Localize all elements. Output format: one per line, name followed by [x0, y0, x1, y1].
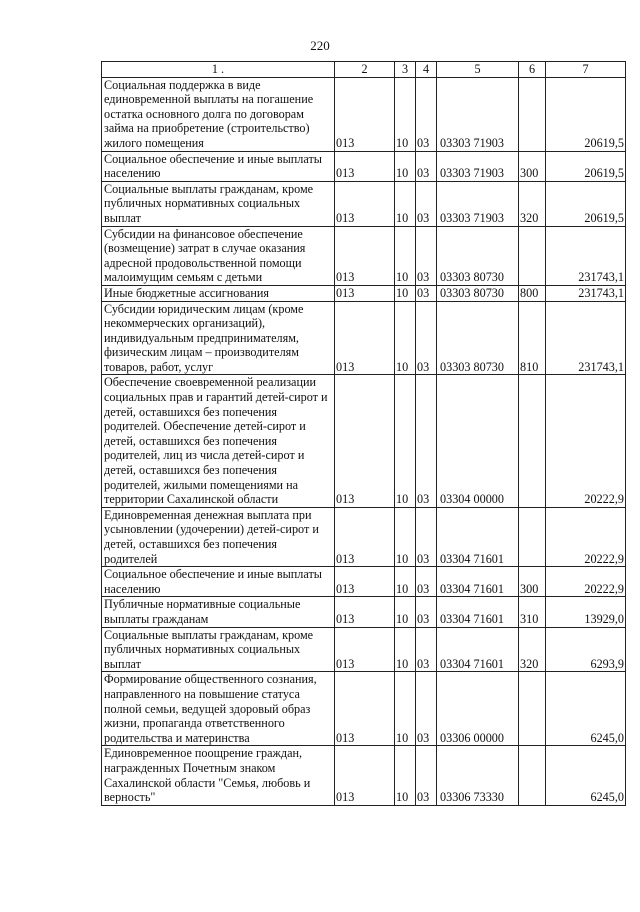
- target-article-code: 03304 71601: [437, 507, 519, 566]
- table-row: [102, 226, 626, 285]
- table-row: [102, 301, 626, 375]
- expense-type-code: [519, 507, 546, 566]
- table-row: [102, 597, 626, 627]
- expense-type-code: [519, 375, 546, 507]
- expense-type-code: [519, 672, 546, 746]
- column-header: 3: [395, 62, 416, 78]
- target-article-code: 03304 00000: [437, 375, 519, 507]
- subsection-code: 03: [416, 301, 437, 375]
- subsection-code: 03: [416, 672, 437, 746]
- subsection-code: 03: [416, 151, 437, 181]
- subsection-code: 03: [416, 375, 437, 507]
- expense-type-code: 810: [519, 301, 546, 375]
- admin-code: 013: [335, 567, 395, 597]
- column-header: 6: [519, 62, 546, 78]
- target-article-code: 03303 80730: [437, 301, 519, 375]
- budget-table: [101, 61, 626, 806]
- section-code: 10: [395, 301, 416, 375]
- target-article-code: 03303 80730: [437, 226, 519, 285]
- row-name: Единовременное поощрение граждан, награжденных Почетным знаком Сахалинской области "Семья, любовь и верность": [102, 746, 335, 805]
- admin-code: 013: [335, 77, 395, 151]
- subsection-code: 03: [416, 181, 437, 226]
- row-name: Социальная поддержка в виде единовременной выплаты на погашение остатка основного долга по договорам займа на приобретение (строительство) жилого помещения: [102, 77, 335, 151]
- target-article-code: 03306 00000: [437, 672, 519, 746]
- admin-code: 013: [335, 375, 395, 507]
- admin-code: 013: [335, 285, 395, 301]
- target-article-code: 03303 71903: [437, 77, 519, 151]
- admin-code: 013: [335, 226, 395, 285]
- expense-type-code: 300: [519, 567, 546, 597]
- section-code: 10: [395, 181, 416, 226]
- row-name: Формирование общественного сознания, направленного на повышение статуса полной семьи, ведущей здоровый образ жизни, пропаганда ответственного родительства и материнства: [102, 672, 335, 746]
- table-row: [102, 181, 626, 226]
- subsection-code: 03: [416, 597, 437, 627]
- target-article-code: 03304 71601: [437, 567, 519, 597]
- expense-type-code: 320: [519, 627, 546, 672]
- table-row: [102, 507, 626, 566]
- row-name: Социальное обеспечение и иные выплаты населению: [102, 567, 335, 597]
- column-header: 5: [437, 62, 519, 78]
- table-row: [102, 567, 626, 597]
- amount: 20222,9: [546, 507, 626, 566]
- admin-code: 013: [335, 301, 395, 375]
- row-name: Обеспечение своевременной реализации социальных прав и гарантий детей-сирот и детей, оставшихся без попечения родителей. Обеспечение детей-сирот и детей, оставшихся без попечения родителей, лиц из числа детей-сирот и детей, оставшихся без попечения родителей, жилыми помещениями на территории Сахалинской области: [102, 375, 335, 507]
- expense-type-code: [519, 746, 546, 805]
- column-header: 7: [546, 62, 626, 78]
- subsection-code: 03: [416, 507, 437, 566]
- amount: 20619,5: [546, 151, 626, 181]
- table-row: [102, 285, 626, 301]
- section-code: 10: [395, 375, 416, 507]
- admin-code: 013: [335, 507, 395, 566]
- row-name: Публичные нормативные социальные выплаты гражданам: [102, 597, 335, 627]
- amount: 20222,9: [546, 375, 626, 507]
- admin-code: 013: [335, 672, 395, 746]
- target-article-code: 03304 71601: [437, 627, 519, 672]
- expense-type-code: 310: [519, 597, 546, 627]
- subsection-code: 03: [416, 285, 437, 301]
- target-article-code: 03303 80730: [437, 285, 519, 301]
- row-name: Единовременная денежная выплата при усыновлении (удочерении) детей-сирот и детей, оставшихся без попечения родителей: [102, 507, 335, 566]
- section-code: 10: [395, 567, 416, 597]
- subsection-code: 03: [416, 226, 437, 285]
- amount: 231743,1: [546, 301, 626, 375]
- subsection-code: 03: [416, 77, 437, 151]
- row-name: Социальные выплаты гражданам, кроме публичных нормативных социальных выплат: [102, 181, 335, 226]
- table-row: [102, 672, 626, 746]
- section-code: 10: [395, 507, 416, 566]
- amount: 6245,0: [546, 746, 626, 805]
- section-code: 10: [395, 672, 416, 746]
- table-row: [102, 627, 626, 672]
- expense-type-code: [519, 226, 546, 285]
- row-name: Субсидии на финансовое обеспечение (возмещение) затрат в случае оказания адресной продовольственной помощи малоимущим семьям с детьми: [102, 226, 335, 285]
- table-header-row: [102, 62, 626, 78]
- expense-type-code: [519, 77, 546, 151]
- column-header: 4: [416, 62, 437, 78]
- amount: 20222,9: [546, 567, 626, 597]
- target-article-code: 03304 71601: [437, 597, 519, 627]
- amount: 20619,5: [546, 181, 626, 226]
- section-code: 10: [395, 746, 416, 805]
- column-header: 1 .: [102, 62, 335, 78]
- section-code: 10: [395, 151, 416, 181]
- row-name: Иные бюджетные ассигнования: [102, 285, 335, 301]
- subsection-code: 03: [416, 746, 437, 805]
- amount: 6245,0: [546, 672, 626, 746]
- table-row: [102, 375, 626, 507]
- table-row: [102, 746, 626, 805]
- section-code: 10: [395, 597, 416, 627]
- table-row: [102, 77, 626, 151]
- amount: 20619,5: [546, 77, 626, 151]
- row-name: Социальные выплаты гражданам, кроме публичных нормативных социальных выплат: [102, 627, 335, 672]
- target-article-code: 03303 71903: [437, 151, 519, 181]
- subsection-code: 03: [416, 567, 437, 597]
- admin-code: 013: [335, 181, 395, 226]
- section-code: 10: [395, 627, 416, 672]
- section-code: 10: [395, 77, 416, 151]
- expense-type-code: 800: [519, 285, 546, 301]
- admin-code: 013: [335, 746, 395, 805]
- page-number: 220: [310, 38, 330, 53]
- target-article-code: 03303 71903: [437, 181, 519, 226]
- expense-type-code: 320: [519, 181, 546, 226]
- table-row: [102, 151, 626, 181]
- amount: 13929,0: [546, 597, 626, 627]
- admin-code: 013: [335, 151, 395, 181]
- admin-code: 013: [335, 597, 395, 627]
- admin-code: 013: [335, 627, 395, 672]
- subsection-code: 03: [416, 627, 437, 672]
- amount: 231743,1: [546, 226, 626, 285]
- section-code: 10: [395, 226, 416, 285]
- amount: 6293,9: [546, 627, 626, 672]
- row-name: Субсидии юридическим лицам (кроме некоммерческих организаций), индивидуальным предпринимателям, физическим лицам – производителям товаров, работ, услуг: [102, 301, 335, 375]
- target-article-code: 03306 73330: [437, 746, 519, 805]
- amount: 231743,1: [546, 285, 626, 301]
- column-header: 2: [335, 62, 395, 78]
- row-name: Социальное обеспечение и иные выплаты населению: [102, 151, 335, 181]
- expense-type-code: 300: [519, 151, 546, 181]
- section-code: 10: [395, 285, 416, 301]
